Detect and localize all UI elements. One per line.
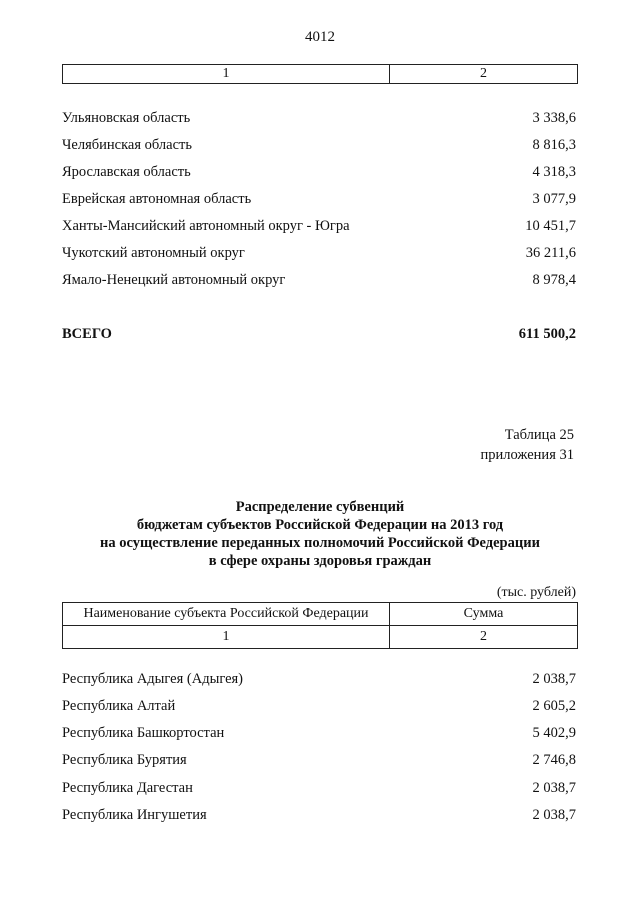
region-value: 2 038,7 bbox=[532, 671, 576, 687]
title-line: бюджетам субъектов Российской Федерации на 2013 год bbox=[136, 517, 504, 533]
region-value: 3 338,6 bbox=[532, 110, 576, 126]
region-value: 36 211,6 bbox=[525, 245, 576, 261]
region-value: 2 038,7 bbox=[532, 780, 576, 796]
region-name: Республика Дагестан bbox=[62, 780, 193, 796]
region-value: 2 746,8 bbox=[532, 752, 576, 768]
title-line: Распределение субвенций bbox=[235, 499, 405, 515]
region-name: Ямало-Ненецкий автономный округ bbox=[62, 272, 286, 288]
table-row bbox=[62, 780, 576, 800]
table2-header-numbers bbox=[62, 625, 578, 649]
appendix-number: приложения 31 bbox=[480, 447, 574, 463]
region-name: Республика Башкортостан bbox=[62, 725, 225, 741]
region-name: Ярославская область bbox=[62, 164, 191, 180]
table-row bbox=[62, 671, 576, 691]
region-name: Республика Ингушетия bbox=[62, 807, 207, 823]
table-row bbox=[62, 218, 576, 238]
document-title bbox=[0, 498, 640, 570]
table-number: Таблица 25 bbox=[504, 427, 574, 443]
region-value: 3 077,9 bbox=[532, 191, 576, 207]
table1-header-col1: 1 bbox=[63, 65, 390, 83]
table2-header bbox=[62, 602, 578, 625]
region-name: Ханты-Мансийский автономный округ - Югра bbox=[62, 218, 350, 234]
table-row bbox=[62, 164, 576, 184]
table1-header bbox=[62, 64, 578, 84]
table-row bbox=[62, 137, 576, 157]
table-reference bbox=[481, 425, 574, 465]
region-value: 8 978,4 bbox=[532, 272, 576, 288]
table2-header-name: Наименование субъекта Российской Федерации bbox=[63, 603, 390, 625]
table2-header-sum: Сумма bbox=[463, 606, 504, 621]
region-name: Республика Адыгея (Адыгея) bbox=[62, 671, 244, 687]
total-label: ВСЕГО bbox=[62, 326, 112, 342]
region-name: Ульяновская область bbox=[62, 110, 191, 126]
table-row bbox=[62, 191, 576, 211]
region-value: 5 402,9 bbox=[532, 725, 576, 741]
region-name: Еврейская автономная область bbox=[62, 191, 252, 207]
table-row bbox=[62, 725, 576, 745]
region-value: 8 816,3 bbox=[532, 137, 576, 153]
total-row bbox=[62, 326, 576, 346]
region-value: 10 451,7 bbox=[525, 218, 576, 234]
table-row bbox=[62, 807, 576, 827]
title-line: в сфере охраны здоровья граждан bbox=[208, 553, 432, 569]
page-number: 4012 bbox=[305, 29, 335, 45]
region-name: Республика Бурятия bbox=[62, 752, 187, 768]
region-value: 2 038,7 bbox=[532, 807, 576, 823]
table2-header-col2: 2 bbox=[480, 629, 487, 644]
region-name: Челябинская область bbox=[62, 137, 192, 153]
table-row bbox=[62, 752, 576, 772]
table-row bbox=[62, 245, 576, 265]
units-label: (тыс. рублей) bbox=[496, 585, 576, 600]
table1-header-col2: 2 bbox=[480, 66, 487, 81]
table2-header-col1: 1 bbox=[63, 626, 390, 648]
region-value: 4 318,3 bbox=[532, 164, 576, 180]
region-name: Республика Алтай bbox=[62, 698, 176, 714]
region-name: Чукотский автономный округ bbox=[62, 245, 245, 261]
table-row bbox=[62, 110, 576, 130]
title-line: на осуществление переданных полномочий Российской Федерации bbox=[100, 535, 540, 551]
total-value: 611 500,2 bbox=[518, 326, 576, 342]
table-row bbox=[62, 698, 576, 718]
table-row bbox=[62, 272, 576, 292]
region-value: 2 605,2 bbox=[532, 698, 576, 714]
